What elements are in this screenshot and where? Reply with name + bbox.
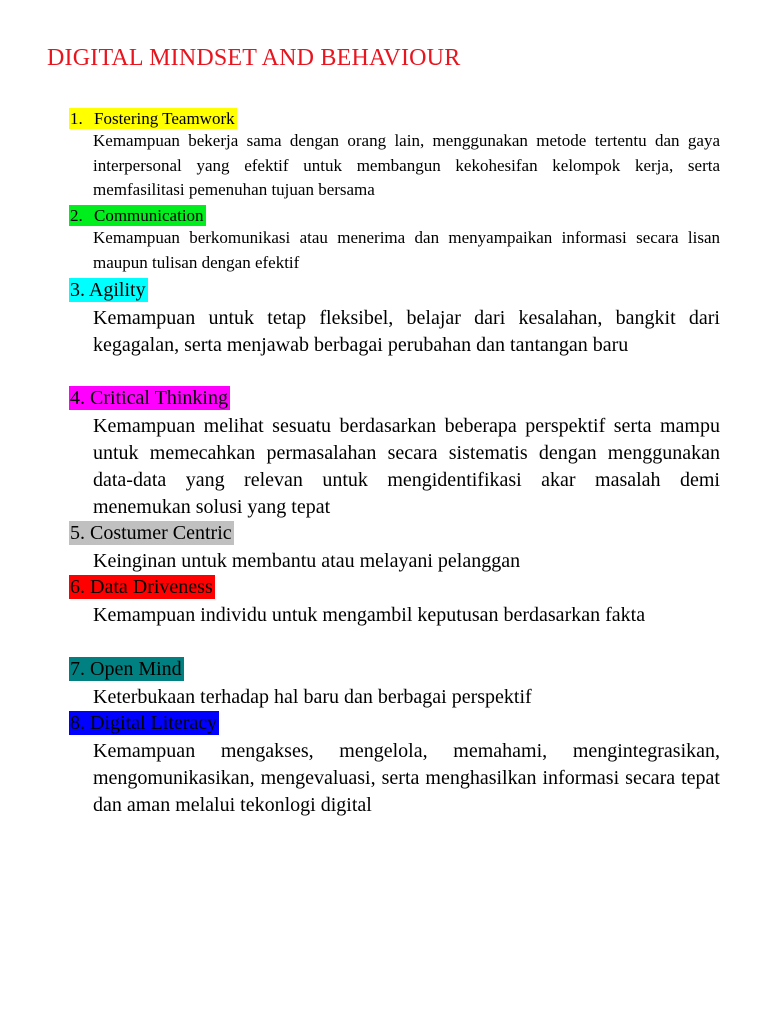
item-number: 6.	[70, 576, 85, 598]
item-description: Kemampuan individu untuk mengambil keputusan berdasarkan fakta	[93, 604, 646, 626]
item-title: Communication	[94, 206, 204, 225]
item-title: Digital Literacy	[90, 712, 218, 734]
item-title: Data Driveness	[90, 576, 213, 598]
item-description: Keterbukaan terhadap hal baru dan berbagai perspektif	[93, 686, 532, 708]
item-description: Kemampuan bekerja sama dengan orang lain, menggunakan metode tertentu dan gaya interpersonal yang efektif untuk membangun kekohesifan kelompok kerja, serta memfasilitasi pemenuhan tujuan bersama	[93, 131, 720, 199]
item-heading	[69, 386, 230, 410]
item-number: 1.	[70, 109, 83, 128]
item-number: 5.	[70, 522, 85, 544]
item-description: Keinginan untuk membantu atau melayani pelanggan	[93, 550, 521, 572]
item-description: Kemampuan untuk tetap fleksibel, belajar dari kesalahan, bangkit dari kegagalan, serta menjawab berbagai perubahan dan tantangan baru	[93, 307, 720, 356]
item-number: 7.	[70, 658, 85, 680]
item-heading	[69, 278, 148, 302]
item-description: Kemampuan melihat sesuatu berdasarkan beberapa perspektif serta mampu untuk memecahkan permasalahan secara sistematis dengan menggunakan data-data yang relevan untuk mengidentifikasi akar masalah demi menemukan solusi yang tepat	[93, 415, 720, 518]
item-number: 8.	[70, 712, 85, 734]
item-heading	[69, 657, 184, 681]
item-title: Costumer Centric	[90, 522, 232, 544]
page-title: DIGITAL MINDSET AND BEHAVIOUR	[47, 45, 461, 71]
item-title: Agility	[88, 279, 146, 301]
item-title: Fostering Teamwork	[94, 109, 235, 128]
item-number: 3.	[70, 279, 85, 301]
item-heading	[69, 711, 219, 735]
item-title: Critical Thinking	[90, 387, 228, 409]
item-description: Kemampuan berkomunikasi atau menerima dan menyampaikan informasi secara lisan maupun tulisan dengan efektif	[93, 228, 720, 272]
item-heading	[69, 575, 215, 599]
item-heading	[69, 205, 206, 226]
item-heading	[69, 108, 237, 129]
item-heading	[69, 521, 234, 545]
item-title: Open Mind	[90, 658, 182, 680]
item-number: 4.	[70, 387, 85, 409]
item-description: Kemampuan mengakses, mengelola, memahami, mengintegrasikan, mengomunikasikan, mengevaluasi, serta menghasilkan informasi secara tepat dan aman melalui tekonlogi digital	[93, 740, 720, 816]
item-number: 2.	[70, 206, 83, 225]
